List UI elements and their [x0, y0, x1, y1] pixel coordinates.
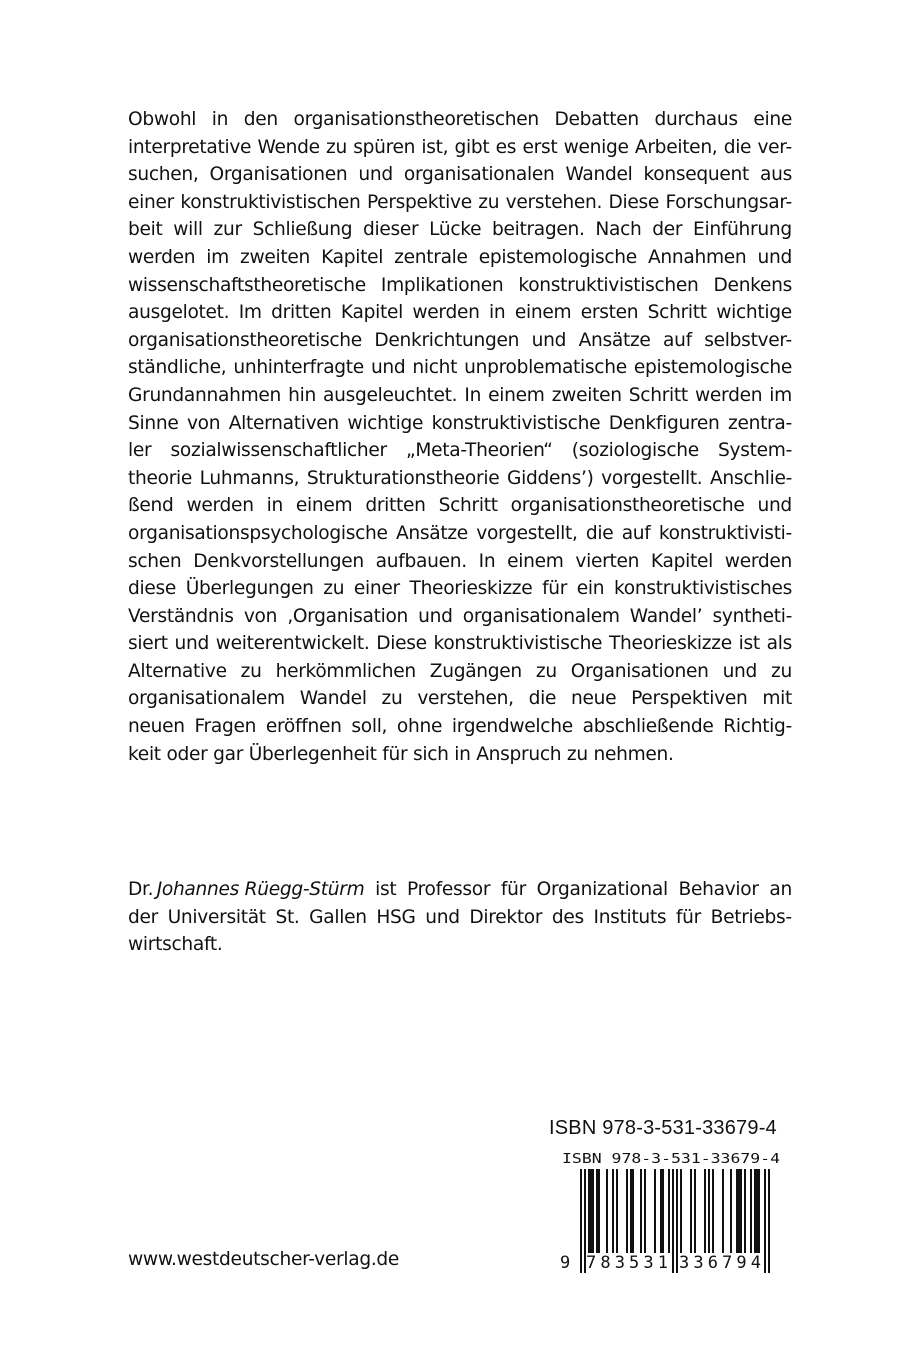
- blurb-word: vorgestellt.: [601, 467, 703, 489]
- barcode-bar: [580, 1169, 582, 1273]
- barcode-bar: [662, 1169, 664, 1253]
- barcode-bar: [598, 1169, 600, 1253]
- blurb-word: zu: [323, 578, 345, 600]
- publisher-url: www.westdeutscher-verlag.de: [128, 1249, 400, 1270]
- blurb-word: für: [542, 578, 568, 600]
- blurb-word: organisationstheoretische: [128, 329, 362, 351]
- blurb-word: ver-: [757, 136, 792, 158]
- blurb-word: Wende: [257, 136, 320, 158]
- author-word: HSG: [376, 906, 416, 928]
- blurb-word: herkömmlichen: [275, 660, 416, 682]
- blurb-word: epistemologische: [633, 357, 792, 379]
- blurb-word: und: [757, 495, 792, 517]
- blurb-word: siert: [128, 633, 168, 655]
- barcode-bar: [694, 1169, 696, 1253]
- blurb-word: erst: [522, 136, 558, 158]
- author-word: und: [425, 906, 460, 928]
- author-word: Organizational: [536, 879, 668, 900]
- barcode-bar: [630, 1169, 632, 1253]
- blurb-word: vorgestellt,: [476, 522, 578, 544]
- blurb-word: in: [489, 302, 506, 324]
- barcode-bar: [738, 1169, 740, 1253]
- barcode-bar: [704, 1169, 706, 1253]
- blurb-word: konstruktivistische: [433, 633, 603, 655]
- author-word: für: [500, 879, 526, 900]
- blurb-word: Diese: [376, 633, 427, 655]
- blurb-word: theorie: [128, 467, 193, 489]
- blurb-word: ßend: [128, 495, 174, 517]
- barcode-bar: [740, 1169, 742, 1253]
- blurb-word: abschließende: [582, 716, 714, 738]
- blurb-line: [128, 106, 792, 134]
- blurb-line: [128, 520, 792, 548]
- blurb-word: unhinterfragte: [233, 357, 364, 379]
- blurb-word: einem: [514, 302, 572, 324]
- barcode-bar: [744, 1169, 746, 1253]
- author-word: Behavior: [678, 879, 759, 900]
- blurb-word: Diese: [608, 191, 660, 213]
- blurb-word: will: [173, 219, 203, 241]
- author-bio: [128, 876, 792, 959]
- blurb-word: und: [174, 633, 209, 655]
- barcode-bar: [676, 1169, 678, 1273]
- blurb-word: Verständnis: [128, 605, 234, 627]
- blurb-word: „Meta-Theorien“: [406, 440, 553, 462]
- author-word: für: [675, 906, 701, 928]
- barcode-bar: [756, 1169, 758, 1253]
- blurb-word: oder: [166, 743, 208, 765]
- blurb-word: Lücke: [429, 219, 482, 241]
- blurb-word: konstruktivistischen: [180, 191, 361, 213]
- blurb-word: dieser: [362, 219, 419, 241]
- blurb-word: Überlegenheit: [248, 743, 377, 765]
- blurb-word: Strukturationstheorie: [306, 467, 500, 489]
- blurb-line: [128, 244, 792, 272]
- blurb-word: Annahmen: [648, 246, 747, 268]
- blurb-word: selbstver-: [704, 329, 792, 351]
- blurb-word: Einführung: [693, 219, 792, 241]
- author-word: Betriebs-: [710, 906, 792, 928]
- author-title: Dr.: [128, 879, 154, 900]
- blurb-word: einem: [488, 384, 545, 406]
- blurb-word: Forschungsar-: [665, 191, 792, 213]
- blurb-line: [128, 603, 792, 631]
- blurb-word: Sinne: [128, 412, 179, 434]
- barcode-bar: [758, 1169, 760, 1253]
- blurb-word: wichtige: [347, 412, 424, 434]
- blurb-word: schen: [128, 550, 182, 572]
- blurb-word: In: [464, 384, 482, 406]
- blurb-line: [128, 161, 792, 189]
- blurb-word: Denkrichtungen: [374, 329, 520, 351]
- blurb-line: [128, 465, 792, 493]
- barcode-bar: [632, 1169, 634, 1253]
- blurb-word: konsequent: [643, 164, 749, 186]
- blurb-word: In: [478, 550, 496, 572]
- blurb-word: Alternative: [128, 660, 227, 682]
- blurb-word: zweiten: [240, 246, 311, 268]
- blurb-line: [128, 685, 792, 713]
- blurb-word: zu: [325, 136, 347, 158]
- blurb-word: organisationalen: [403, 164, 555, 186]
- blurb-word: ein: [576, 578, 605, 600]
- blurb-word: Anschlie-: [710, 467, 792, 489]
- author-bio-line: [128, 876, 792, 904]
- barcode-bar: [768, 1169, 770, 1273]
- blurb-word: zu: [381, 688, 403, 710]
- blurb-word: als: [766, 633, 792, 655]
- blurb-word: organisationstheoretische: [510, 495, 745, 517]
- blurb-word: werden: [724, 550, 792, 572]
- author-bio-line: [128, 904, 792, 932]
- blurb-word: System-: [718, 440, 792, 462]
- blurb-word: zur: [213, 219, 242, 241]
- blurb-word: Wandel: [565, 164, 633, 186]
- blurb-text: [128, 106, 792, 768]
- barcode-bar: [730, 1169, 732, 1253]
- author-name: [128, 876, 364, 904]
- blurb-word: Kapitel: [321, 246, 384, 268]
- barcode-digits-left: 783531: [586, 1253, 668, 1273]
- barcode-bar: [750, 1169, 752, 1253]
- blurb-word: zentra-: [727, 412, 792, 434]
- barcode-caption: ISBN 978-3-531-33679-4: [562, 1152, 781, 1167]
- blurb-word: und: [531, 329, 567, 351]
- blurb-line: [128, 575, 792, 603]
- barcode-bar: [592, 1169, 594, 1253]
- blurb-word: eine: [753, 109, 792, 130]
- blurb-line: [128, 548, 792, 576]
- isbn-label: ISBN 978-3-531-33679-4: [549, 1117, 777, 1139]
- blurb-word: neue: [570, 688, 617, 710]
- blurb-word: Zugängen: [429, 660, 522, 682]
- barcode-bar: [612, 1169, 614, 1253]
- blurb-word: weiterentwickelt.: [215, 633, 370, 655]
- blurb-word: Perspektiven: [631, 688, 748, 710]
- blurb-word: diese: [128, 578, 177, 600]
- barcode-bar: [590, 1169, 592, 1253]
- blurb-word: und: [722, 660, 758, 682]
- blurb-word: gibt: [454, 136, 490, 158]
- blurb-word: der: [652, 219, 683, 241]
- blurb-line: [128, 299, 792, 327]
- blurb-word: keit: [128, 743, 161, 765]
- blurb-word: mit: [762, 688, 792, 710]
- blurb-word: ist: [738, 633, 760, 655]
- blurb-word: Richtig-: [723, 716, 792, 738]
- barcode-bar: [672, 1169, 674, 1273]
- blurb-word: ständliche,: [128, 357, 227, 379]
- blurb-word: aufbauen.: [375, 550, 467, 572]
- blurb-word: dritten: [271, 302, 332, 324]
- isbn-barcode: [560, 1148, 792, 1278]
- blurb-word: Denkvorstellungen: [193, 550, 364, 572]
- blurb-word: Alternativen: [228, 412, 339, 434]
- blurb-word: Theorieskizze: [608, 633, 732, 655]
- blurb-word: (soziologische: [571, 440, 699, 462]
- blurb-word: sich: [412, 743, 449, 765]
- blurb-word: einem: [295, 495, 353, 517]
- blurb-word: Kapitel: [340, 302, 403, 324]
- blurb-line: [128, 354, 792, 382]
- blurb-word: die: [723, 136, 752, 158]
- author-word: St.: [275, 906, 300, 928]
- barcode-bar: [722, 1169, 724, 1253]
- blurb-word: Ansätze: [395, 522, 468, 544]
- blurb-word: vierten: [575, 550, 640, 572]
- author-word: der: [128, 906, 158, 928]
- blurb-line: [128, 658, 792, 686]
- blurb-word: Denkfiguren: [608, 412, 720, 434]
- blurb-word: Schritt: [647, 302, 707, 324]
- blurb-word: nehmen.: [593, 743, 674, 765]
- blurb-word: die: [585, 522, 614, 544]
- barcode-bar: [668, 1169, 670, 1253]
- blurb-word: zweiten: [551, 384, 622, 406]
- blurb-line: [128, 134, 792, 162]
- blurb-word: durchaus: [654, 109, 738, 130]
- blurb-word: Perspektive: [366, 191, 472, 213]
- blurb-word: einem: [507, 550, 564, 572]
- blurb-line: [128, 189, 792, 217]
- blurb-word: aus: [760, 164, 792, 186]
- blurb-word: wichtige: [716, 302, 792, 324]
- blurb-word: es: [495, 136, 517, 158]
- blurb-word: zu: [535, 660, 557, 682]
- barcode-bar: [736, 1169, 738, 1253]
- blurb-word: einer: [128, 191, 174, 213]
- blurb-word: den: [243, 109, 278, 130]
- blurb-word: Luhmanns,: [199, 467, 300, 489]
- blurb-word: in: [211, 109, 229, 130]
- author-word: an: [769, 879, 792, 900]
- blurb-word: Organisationen: [570, 660, 709, 682]
- blurb-word: ausgelotet.: [128, 302, 230, 324]
- blurb-word: Schließung: [252, 219, 353, 241]
- author-word: Universität: [167, 906, 266, 928]
- blurb-word: die: [528, 688, 557, 710]
- blurb-line: [128, 327, 792, 355]
- blurb-word: Denkens: [713, 274, 792, 296]
- blurb-word: organisationalem: [462, 605, 620, 627]
- blurb-word: irgendwelche: [451, 716, 573, 738]
- blurb-word: nicht: [412, 357, 458, 379]
- blurb-word: zentrale: [394, 246, 468, 268]
- blurb-word: Implikationen: [380, 274, 504, 296]
- barcode-bar: [644, 1169, 646, 1253]
- blurb-word: in: [454, 743, 471, 765]
- blurb-word: Schritt: [628, 384, 688, 406]
- blurb-word: wissenschaftstheoretische: [128, 274, 366, 296]
- blurb-word: in: [266, 495, 283, 517]
- blurb-word: interpretative: [128, 136, 252, 158]
- blurb-word: Giddens’): [506, 467, 594, 489]
- blurb-word: Debatten: [554, 109, 639, 130]
- blurb-line: [128, 272, 792, 300]
- blurb-word: werden: [186, 495, 254, 517]
- blurb-word: ler: [128, 440, 152, 462]
- blurb-word: und: [757, 246, 792, 268]
- blurb-word: im: [206, 246, 229, 268]
- author-word: Professor: [407, 879, 491, 900]
- blurb-word: und: [370, 357, 406, 379]
- blurb-word: beit: [128, 219, 163, 241]
- blurb-word: Arbeiten,: [634, 136, 718, 158]
- blurb-line: [128, 630, 792, 658]
- blurb-word: organisationstheoretischen: [293, 109, 539, 130]
- blurb-word: verstehen,: [417, 688, 514, 710]
- barcode-bar: [754, 1169, 756, 1253]
- blurb-word: organisationalem: [128, 688, 285, 710]
- barcode-bar: [660, 1169, 662, 1253]
- blurb-word: Überlegungen: [185, 578, 314, 600]
- blurb-line: [128, 741, 792, 769]
- blurb-word: dritten: [365, 495, 426, 517]
- blurb-word: zu: [566, 743, 588, 765]
- blurb-word: gar: [213, 743, 244, 765]
- blurb-word: unproblematische: [464, 357, 627, 379]
- blurb-word: zu: [240, 660, 262, 682]
- blurb-word: suchen,: [128, 164, 199, 186]
- blurb-line: [128, 410, 792, 438]
- blurb-word: Obwohl: [128, 109, 197, 130]
- blurb-word: konstruktivistischen: [518, 274, 699, 296]
- barcode-digits-right: 336794: [679, 1253, 761, 1273]
- blurb-word: zu: [478, 191, 500, 213]
- blurb-word: verstehen.: [505, 191, 603, 213]
- barcode-bar: [626, 1169, 628, 1253]
- blurb-word: zu: [771, 660, 792, 682]
- blurb-word: Wandel: [299, 688, 367, 710]
- blurb-line: [128, 713, 792, 741]
- blurb-word: ist,: [421, 136, 449, 158]
- barcode-bar: [616, 1169, 618, 1253]
- barcode-bar: [712, 1169, 714, 1253]
- blurb-word: Schritt: [438, 495, 498, 517]
- barcode-bar: [588, 1169, 590, 1253]
- author-name-italic: Johannes Rüegg-Stürm: [156, 879, 365, 900]
- blurb-word: Nach: [595, 219, 642, 241]
- blurb-word: werden: [412, 302, 480, 324]
- blurb-word: werden: [128, 246, 196, 268]
- barcode-bar: [690, 1169, 692, 1253]
- barcode-bar: [708, 1169, 710, 1253]
- blurb-word: konstruktivisti-: [658, 522, 792, 544]
- blurb-word: von: [243, 605, 278, 627]
- author-word: des: [551, 906, 584, 928]
- barcode-bar: [680, 1169, 682, 1253]
- barcode-bar: [764, 1169, 766, 1273]
- blurb-word: von: [186, 412, 221, 434]
- blurb-word: ‚Organisation: [287, 605, 409, 627]
- blurb-word: und: [358, 164, 393, 186]
- blurb-word: beitragen.: [491, 219, 585, 241]
- blurb-word: eröffnen: [265, 716, 342, 738]
- blurb-word: und: [418, 605, 453, 627]
- blurb-word: Im: [238, 302, 262, 324]
- author-word: Direktor: [469, 906, 543, 928]
- blurb-word: Anspruch: [476, 743, 562, 765]
- blurb-word: auf: [621, 522, 651, 544]
- blurb-word: Organisationen: [209, 164, 348, 186]
- blurb-word: konstruktivistische: [431, 412, 601, 434]
- blurb-word: ausgeleuchtet.: [323, 384, 458, 406]
- author-word: ist: [375, 879, 397, 900]
- blurb-word: Kapitel: [650, 550, 713, 572]
- blurb-word: soll,: [351, 716, 388, 738]
- blurb-word: wenige: [563, 136, 629, 158]
- blurb-word: ersten: [580, 302, 639, 324]
- blurb-line: [128, 382, 792, 410]
- barcode-bar: [640, 1169, 642, 1253]
- blurb-word: im: [769, 384, 792, 406]
- blurb-word: für: [382, 743, 408, 765]
- author-word: Gallen: [309, 906, 367, 928]
- author-word: Instituts: [593, 906, 667, 928]
- blurb-word: sozialwissenschaftlicher: [170, 440, 387, 462]
- blurb-word: auf: [663, 329, 692, 351]
- blurb-word: organisationspsychologische: [128, 522, 388, 544]
- blurb-word: Grundannahmen: [128, 384, 282, 406]
- blurb-word: Fragen: [194, 716, 257, 738]
- blurb-word: neuen: [128, 716, 185, 738]
- barcode-bar: [654, 1169, 656, 1253]
- blurb-word: werden: [695, 384, 763, 406]
- blurb-word: einer: [353, 578, 400, 600]
- blurb-line: [128, 492, 792, 520]
- barcode-digit-first: 9: [560, 1253, 571, 1273]
- blurb-word: syntheti-: [712, 605, 792, 627]
- blurb-word: konstruktivistisches: [613, 578, 792, 600]
- barcode-bar: [606, 1169, 608, 1253]
- blurb-word: ohne: [396, 716, 443, 738]
- author-bio-line: [128, 931, 792, 959]
- blurb-line: [128, 437, 792, 465]
- blurb-line: [128, 216, 792, 244]
- blurb-word: epistemologische: [478, 246, 637, 268]
- barcode-bar: [596, 1169, 598, 1253]
- blurb-word: Ansätze: [578, 329, 651, 351]
- blurb-word: hin: [288, 384, 316, 406]
- blurb-word: spüren: [353, 136, 416, 158]
- blurb-word: Theorieskizze: [409, 578, 533, 600]
- author-word: wirtschaft.: [128, 934, 223, 956]
- blurb-word: Wandel’: [629, 605, 703, 627]
